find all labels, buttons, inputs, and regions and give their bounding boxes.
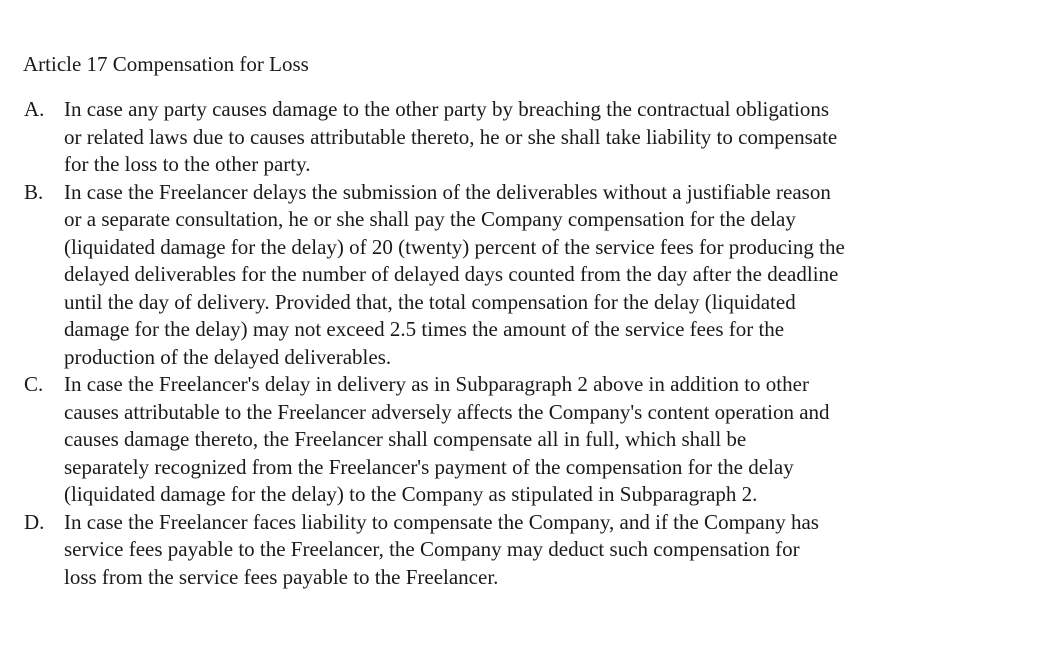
clause-marker: B. xyxy=(24,179,44,204)
article-title: Article 17 Compensation for Loss xyxy=(23,52,309,76)
clause-line: or a separate consultation, he or she shall pay the Company compensation for the delay xyxy=(64,207,796,231)
clause-d xyxy=(0,509,1040,592)
clause-a xyxy=(0,96,1040,179)
clause-text xyxy=(64,96,984,179)
clause-c xyxy=(0,371,1040,509)
clause-list xyxy=(0,96,1040,591)
clause-line: In case the Freelancer faces liability to compensate the Company, and if the Company has xyxy=(64,509,819,534)
clause-line: separately recognized from the Freelancer's payment of the compensation for the delay xyxy=(64,454,794,479)
clause-text xyxy=(64,179,984,372)
clause-b xyxy=(0,179,1040,372)
clause-line: causes attributable to the Freelancer adversely affects the Company's content operation and xyxy=(64,399,830,424)
clause-line: for the loss to the other party. xyxy=(64,152,311,176)
clause-line: or related laws due to causes attributable thereto, he or she shall take liability to compensate xyxy=(64,124,838,149)
clause-line: (liquidated damage for the delay) of 20 (twenty) percent of the service fees for producing the xyxy=(64,234,845,259)
clause-line: loss from the service fees payable to the Freelancer. xyxy=(64,564,499,589)
clause-line: production of the delayed deliverables. xyxy=(64,344,392,369)
clause-line: delayed deliverables for the number of delayed days counted from the day after the deadline xyxy=(64,262,839,286)
clause-line: (liquidated damage for the delay) to the Company as stipulated in Subparagraph 2. xyxy=(64,482,758,506)
clause-text xyxy=(64,509,984,592)
clause-marker: C. xyxy=(24,372,44,396)
clause-line: In case the Freelancer delays the submission of the deliverables without a justifiable reason xyxy=(64,179,831,204)
clause-line: until the day of delivery. Provided that, the total compensation for the delay (liquidated xyxy=(64,289,796,314)
clause-line: In case the Freelancer's delay in delivery as in Subparagraph 2 above in addition to other xyxy=(64,372,809,396)
clause-line: In case any party causes damage to the other party by breaching the contractual obligations xyxy=(64,97,830,121)
clause-line: causes damage thereto, the Freelancer shall compensate all in full, which shall be xyxy=(64,427,747,451)
clause-text xyxy=(64,371,984,509)
clause-line: service fees payable to the Freelancer, the Company may deduct such compensation for xyxy=(64,537,800,561)
clause-marker: A. xyxy=(24,97,45,121)
clause-marker: D. xyxy=(24,509,45,534)
clause-line: damage for the delay) may not exceed 2.5 times the amount of the service fees for the xyxy=(64,317,785,341)
